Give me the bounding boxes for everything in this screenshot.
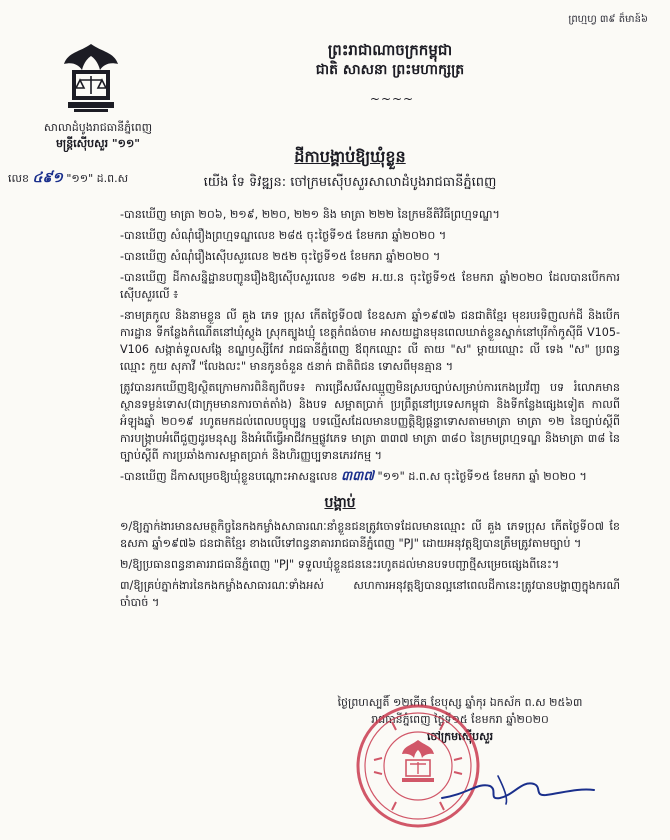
reference-suffix: "១១" ដ.ព.ស	[66, 172, 129, 185]
accused-details: -នាមត្រកូល និងនាមខ្លួន លី គួង ភេទ ប្រុស កើតថ្ងៃទី០៧ ខែឧសភា ឆ្នាំ១៩៧៦ ជនជាតិខ្មែរ មុខរបរទិញលក់ដី និងបើកការដ្ឋាន ទីកន្លែងកំណើតនៅឃុំស្ដូង ស្រុកត្បូងឃ្មុំ ខេត្តកំពង់ចាម អាសយដ្ឋានមុនពេលឃាត់ខ្លួនស្នាក់នៅបុរីកាំកូស៊ីធី V105-V106 សង្កាត់ទួលសង្កែ ខណ្ឌឫស្សីកែវ រាជធានីភ្នំពេញ ឪពុកឈ្មោះ លី តាយ "ស" ម្ដាយឈ្មោះ លី ទេង "ស" ប្រពន្ធឈ្មោះ កួយ សុភាវី "លែងលះ" មានកូនចំនួន ៥នាក់ ជាតិពិជន ទោសពីមុនគ្មាន ។	[120, 309, 620, 373]
national-motto: ជាតិ សាសនា ព្រះមហាក្សត្រ	[315, 62, 465, 78]
consideration-line: -បានឃើញ មាត្រា ២០៦, ២១៩, ២២០, ២២១ និង មាត្រា ២២២ នៃក្រមនីតិវិធីព្រហ្មទណ្ឌ។	[120, 208, 500, 221]
reference-label: លេខ	[8, 172, 29, 185]
order-item: ៣/ឱ្យគ្រប់ភ្នាក់ងារនៃកងកម្លាំងសាធារណៈទាំងអស់ សហការអនុវត្តឱ្យបានល្អនៅពេលដីកានេះត្រូវបានបង្ហាញក្នុងករណីចាំបាច់ ។	[120, 579, 620, 609]
order-heading: បង្គាប់	[324, 495, 356, 511]
consideration-line: -បានឃើញ សំណុំរឿងព្រហ្មទណ្ឌលេខ ២៨៥ ចុះថ្ងៃទី១៥ ខែមករា ឆ្នាំ២០២០ ។	[120, 229, 447, 242]
ministry-emblem-icon	[58, 40, 124, 114]
kingdom-name: ព្រះរាជាណាចក្រកម្ពុជា	[327, 41, 453, 59]
decision-handwritten-number: ៣៣៧	[341, 469, 374, 484]
judge-signature-icon	[438, 768, 598, 808]
reference-handwritten-number: ៤៩១	[32, 170, 63, 186]
unit-name: មន្ត្រីស៊ើបសួរ "១១"	[55, 137, 141, 150]
place-date: រាជធានីភ្នំពេញ ថ្ងៃទី១៥ ខែមករា ឆ្នាំ២០២០	[371, 713, 549, 726]
kingdom-header	[240, 40, 540, 80]
consideration-line: -បានឃើញ សំណុំរឿងស៊ើបសួរលេខ ២៥២ ចុះថ្ងៃទី១៥ ខែមករា ឆ្នាំ២០២០ ។	[120, 250, 441, 263]
document-body	[60, 206, 620, 615]
signing-office: ចៅក្រមស៊ើបសួរ	[426, 730, 494, 743]
order-item: ២/ឱ្យប្រធានពន្ធនាគាររាជធានីភ្នំពេញ "PJ" ទទួលឃុំខ្លួនជននេះរហូតដល់មានបទបញ្ជាថ្មីសម្រេចផ្សេងពីនេះ។	[120, 558, 560, 571]
header-divider: ~~~~	[369, 92, 415, 106]
reference-number	[8, 168, 128, 189]
decision-lead: -បានឃើញ ដីកាសម្រេចឱ្យឃុំខ្លួនបណ្ដោះអាសន្នលេខ	[120, 470, 338, 483]
top-stamp: ព្រហ្មហ្វ ៣៩ ត៏មាន៍៦	[568, 14, 648, 25]
order-item: ១/ឱ្យភ្នាក់ងារមានសមត្ថកិច្ចនៃកងកម្លាំងសាធារណៈនាំខ្លួនជនត្រូវចោទដែលមានឈ្មោះ លី គួង ភេទប្រុស កើតថ្ងៃទី០៧ ខែឧសភា ឆ្នាំ១៩៧៦ ជនជាតិខ្មែរ ខាងលើទៅពន្ធនាគាររាជធានីភ្នំពេញ "PJ" ដោយអនុវត្តឱ្យបានត្រឹមត្រូវតាមច្បាប់ ។	[120, 520, 620, 550]
detention-decision	[60, 468, 620, 485]
decision-tail: "១១" ដ.ព.ស ចុះថ្ងៃទី១៥ ខែមករា ឆ្នាំ ២០២០ ។	[377, 470, 587, 483]
charges-paragraph: ត្រូវបានរកឃើញឱ្យស្ថិតក្រោមការពិនិត្យពីបទ៖ ការជ្រើសរើសឈ្មួញមិនស្របច្បាប់សម្រាប់ការកេងប្រវ័ញ្ច បទ រំលោភមានស្ថានទម្ងន់ទោស(ជាក្រុមមានការចាត់តាំង) និងបទ សម្អាតប្រាក់ ប្រព្រឹត្តនៅប្រទេសកម្ពុជា និងទីកន្លែងផ្សេងទៀត កាលពីអំឡុងឆ្នាំ ២០១៩ រហូតមកដល់ពេលបច្ចុប្បន្ន បទល្មើសដែលមានបញ្ញត្តិឱ្យផ្ដន្ទាទោសតាមមាត្រា មាត្រា ១២ នៃច្បាប់ស្ដីពី ការបង្ក្រាបអំពើជួញដូរមនុស្ស និងអំពើធ្វើអាជីវកម្មផ្លូវភេទ មាត្រា ៣៣៧ មាត្រា ៣៨០ នៃក្រមព្រហ្មទណ្ឌ និងមាត្រា ៣៨ នៃច្បាប់ស្ដីពី ការប្រឆាំងការសម្អាតប្រាក់ និងហិរញ្ញប្បទានភេរវកម្ម ។	[120, 381, 620, 462]
court-name: សាលាដំបូងរាជធានីភ្នំពេញ	[43, 121, 153, 134]
official-seal-icon	[352, 700, 484, 832]
document-title: ដីកាបង្គាប់ឱ្យឃុំខ្លួន	[294, 147, 406, 166]
lunar-date: ថ្ងៃព្រហស្បតិ៍ ១២កើត ខែបុស្ស ឆ្នាំកុរ ឯកស័ក ព.ស ២៥៦៣	[337, 696, 583, 709]
title-block	[120, 146, 580, 193]
consideration-line: -បានឃើញ ដីកាសន្និដ្ឋានបញ្ជូនរឿងឱ្យស៊ើបសួរលេខ ១៨២ អ.យ.ន ចុះថ្ងៃទី១៥ ខែមករា ឆ្នាំ២០២០ ដែលបានបើកការស៊ើបសួរលើ ៖	[120, 271, 620, 301]
issuing-judge: យើង ទែ ទិវឌ្ឍន: ចៅក្រមស៊ើបសួរសាលាដំបូងរាជធានីភ្នំពេញ	[203, 175, 497, 190]
